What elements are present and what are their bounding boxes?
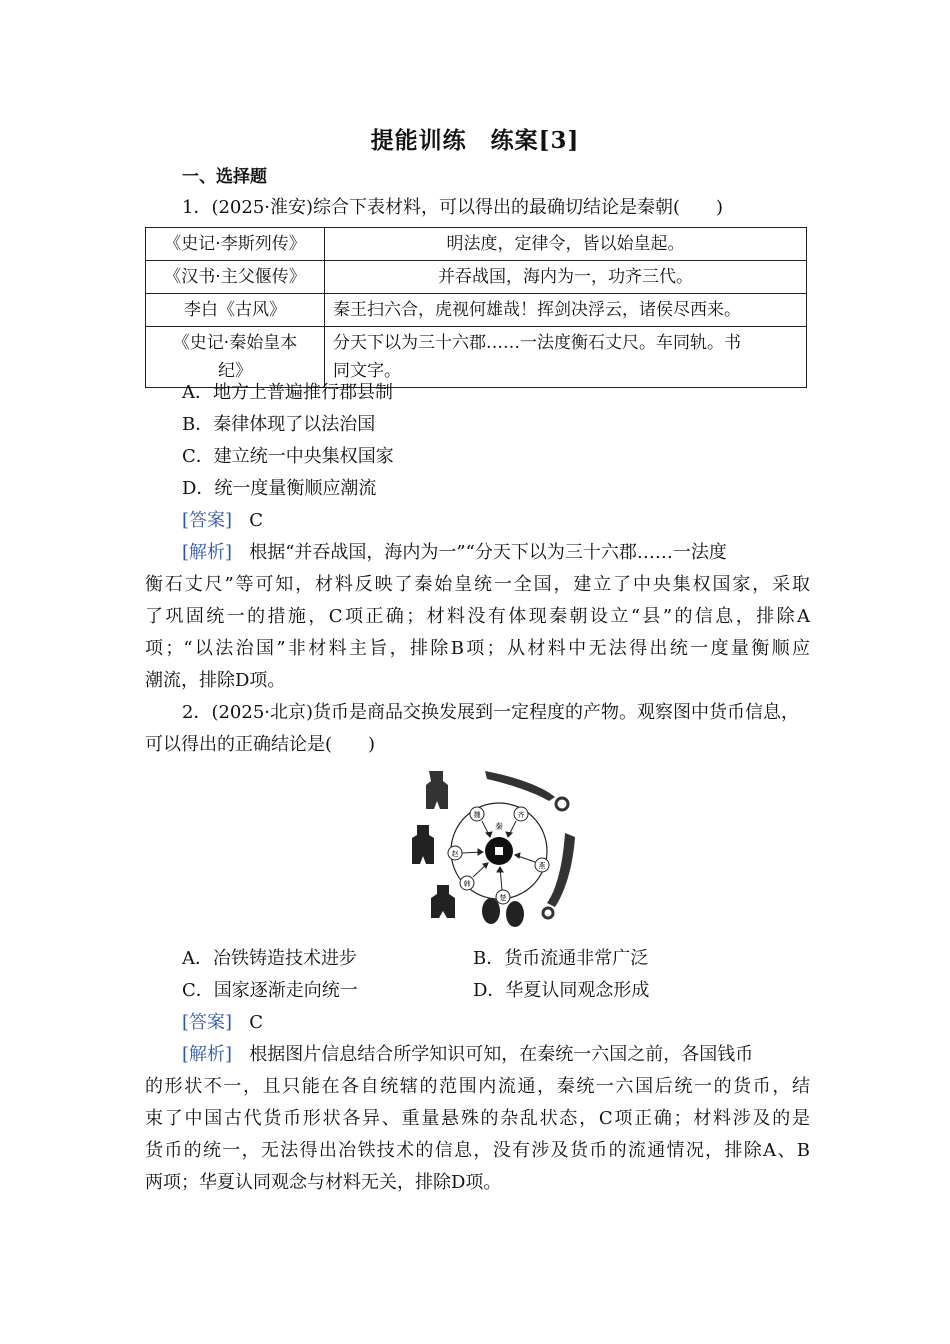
state-node-zhao (448, 846, 462, 860)
q1-material-table (145, 227, 807, 388)
table-row (146, 228, 807, 261)
q1-analysis-line: 潮流，排除D项。 (145, 670, 286, 691)
answer-value: C (249, 510, 263, 531)
knife-coin-icon (485, 771, 555, 801)
svg-text:齐: 齐 (517, 811, 525, 819)
state-node-qi (514, 807, 528, 821)
q1-analysis-line: 项；“以法治国”非材料主旨，排除B项；从材料中无法得出统一度量衡顺应 (145, 638, 810, 659)
table-row (146, 261, 807, 294)
analysis-tag: [解析] (182, 1044, 233, 1065)
table-cell-content-line: 分天下以为三十六郡……一法度衡石丈尺。车同轨。书 (333, 333, 741, 353)
table-row (146, 327, 807, 388)
state-node-yan (535, 858, 549, 872)
q1-option-c: C．建立统一中央集权国家 (182, 446, 394, 467)
analysis-text: 根据“并吞战国，海内为一”“分天下以为三十六郡……一法度 (249, 542, 727, 563)
q2-option-b: B．货币流通非常广泛 (473, 948, 649, 969)
q2-analysis-line: 束了中国古代货币形状各异、重量悬殊的杂乱状态，C项正确；材料涉及的是 (145, 1108, 810, 1129)
q2-analysis-line: 货币的统一，无法得出冶铁技术的信息，没有涉及货币的流通情况，排除A、B (145, 1140, 810, 1161)
table-cell-content (325, 327, 807, 388)
table-cell-source (146, 327, 325, 388)
state-node-wei (470, 807, 484, 821)
q2-option-a: A．冶铁铸造技术进步 (182, 948, 357, 969)
table-cell-source: 《史记·李斯列传》 (146, 228, 325, 261)
q2-analysis-line: 两项；华夏认同观念与材料无关，排除D项。 (145, 1172, 502, 1193)
table-cell-source: 《汉书·主父偃传》 (146, 261, 325, 294)
coin-square-hole (495, 847, 503, 855)
state-node-chu (496, 890, 510, 904)
q1-answer (182, 509, 847, 533)
table-cell-content-line: 同文字。 (333, 361, 401, 381)
q2-option-c: C．国家逐渐走向统一 (182, 980, 358, 1001)
q2-option-d: D．华夏认同观念形成 (473, 980, 650, 1001)
table-cell-source-line: 《史记·秦始皇本 (172, 333, 298, 353)
spade-coin-icon (431, 885, 455, 918)
answer-tag: [答案] (182, 1012, 233, 1033)
table-cell-source-line: 纪》 (218, 361, 252, 381)
svg-text:魏: 魏 (473, 811, 481, 819)
coin-ring-icon (543, 908, 553, 918)
table-cell-source: 李白《古风》 (146, 294, 325, 327)
q1-option-d: D．统一度量衡顺应潮流 (182, 478, 377, 499)
center-state-label: 秦 (495, 822, 503, 831)
q1-analysis-line: 了巩固统一的措施，C项正确；材料没有体现秦朝设立“县”的信息，排除A (145, 606, 810, 627)
analysis-tag: [解析] (182, 542, 233, 563)
svg-text:韩: 韩 (463, 880, 471, 888)
spade-coin-icon (426, 771, 448, 809)
answer-value: C (249, 1012, 263, 1033)
page-title: 提能训练 练案[3] (370, 127, 580, 154)
svg-text:燕: 燕 (538, 862, 546, 870)
q2-stem-line: 可以得出的正确结论是( ) (145, 734, 376, 755)
q2-analysis-line: 的形状不一，且只能在各自统辖的范围内流通，秦统一六国后统一的货币，结 (145, 1076, 810, 1097)
state-node-han (460, 876, 474, 890)
section-heading: 一、选择题 (182, 167, 267, 187)
coin-ring-icon (556, 798, 568, 810)
spade-coin-icon (412, 825, 434, 864)
q1-option-b: B．秦律体现了以法治国 (182, 414, 376, 435)
q2-analysis-line (182, 1043, 810, 1067)
q1-analysis-line: 衡石丈尺”等可知，材料反映了秦始皇统一全国，建立了中央集权国家，采取 (145, 574, 810, 595)
table-cell-content: 明法度，定律令，皆以始皇起。 (325, 228, 807, 261)
q1-stem: 1．(2025·淮安)综合下表材料，可以得出的最确切结论是秦朝( ) (182, 197, 724, 218)
q1-option-a: A．地方上普遍推行郡县制 (182, 382, 393, 403)
svg-text:楚: 楚 (499, 894, 507, 902)
knife-coin-icon (547, 833, 575, 907)
svg-text:赵: 赵 (451, 850, 459, 858)
table-cell-content: 并吞战国，海内为一，功齐三代。 (325, 261, 807, 294)
ant-nose-coin-icon (506, 901, 524, 927)
q1-analysis-line (182, 541, 810, 565)
analysis-text: 根据图片信息结合所学知识可知，在秦统一六国之前，各国钱币 (249, 1044, 754, 1065)
table-row (146, 294, 807, 327)
table-cell-content: 秦王扫六合，虎视何雄哉！挥剑决浮云，诸侯尽西来。 (325, 294, 807, 327)
answer-tag: [答案] (182, 510, 233, 531)
coin-unification-figure (405, 767, 593, 927)
ant-nose-coin-icon (482, 898, 500, 924)
q2-stem-line: 2．(2025·北京)货币是商品交换发展到一定程度的产物。观察图中货币信息， (182, 702, 800, 723)
q2-answer (182, 1011, 847, 1035)
